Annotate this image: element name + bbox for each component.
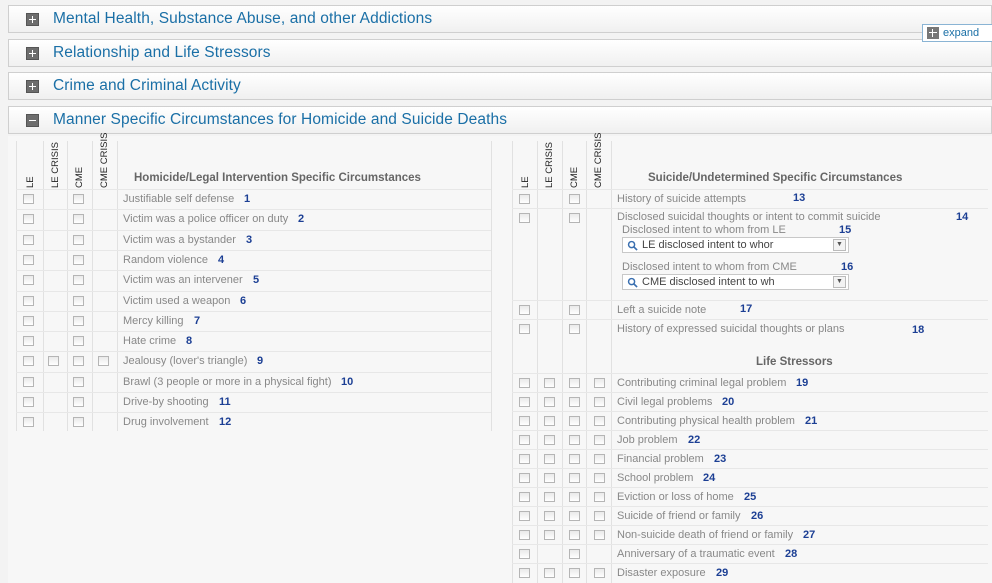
checkbox-le-crisis[interactable] (544, 435, 555, 445)
checkbox-cme[interactable] (73, 417, 84, 427)
row-label: Contributing physical health problem (617, 415, 795, 427)
expand-plus-icon (927, 27, 939, 39)
checkbox-cme[interactable] (569, 416, 580, 426)
checkbox-le[interactable] (519, 416, 530, 426)
table-row (16, 311, 491, 330)
row-label: Non-suicide death of friend or family (617, 529, 794, 541)
whom-cme-select[interactable] (622, 274, 849, 290)
whom-cme-label: Disclosed intent to whom from CME (622, 261, 797, 273)
row-label: Eviction or loss of home (617, 491, 734, 503)
chevron-down-icon[interactable]: ▼ (833, 276, 846, 288)
checkbox-le[interactable] (519, 194, 530, 204)
table-row (512, 525, 988, 544)
row-number: 18 (912, 324, 925, 336)
table-row (512, 392, 988, 411)
row-number: 26 (751, 510, 764, 522)
collapse-minus-icon[interactable] (26, 114, 39, 127)
checkbox-le[interactable] (23, 255, 34, 265)
checkbox-cme[interactable] (569, 213, 580, 223)
table-row (512, 208, 988, 300)
column-header-cme-crisis: CME CRISIS (593, 132, 604, 188)
table-row (512, 544, 988, 563)
row-number: 22 (688, 434, 701, 446)
column-divider (491, 141, 492, 431)
table-row (16, 372, 491, 391)
checkbox-cme[interactable] (73, 397, 84, 407)
checkbox-cme[interactable] (73, 336, 84, 346)
section-title[interactable]: Mental Health, Substance Abuse, and other Addictions (53, 10, 433, 27)
table-row (16, 412, 491, 431)
column-header-le: LE (520, 176, 531, 188)
checkbox-le[interactable] (23, 336, 34, 346)
table-row (16, 189, 491, 208)
row-label: Jealousy (lover's triangle) (123, 355, 248, 368)
row-label: Victim was a police officer on duty (123, 213, 289, 226)
table-row (512, 319, 988, 338)
table-row (16, 250, 491, 269)
row-label: Mercy killing (123, 314, 184, 327)
row-number: 1 (244, 193, 251, 205)
table-row (512, 487, 988, 506)
row-label: Victim was an intervener (123, 274, 243, 287)
row-number: 24 (703, 472, 716, 484)
row-label: Contributing criminal legal problem (617, 377, 787, 389)
checkbox-cme-crisis[interactable] (594, 378, 605, 388)
expand-plus-icon[interactable] (26, 47, 39, 60)
checkbox-le-crisis[interactable] (544, 397, 555, 407)
table-row (512, 300, 988, 319)
checkbox-cme[interactable] (569, 194, 580, 204)
checkbox-le-crisis[interactable] (544, 473, 555, 483)
row-number: 27 (803, 529, 816, 541)
checkbox-le[interactable] (519, 511, 530, 521)
row-label: Suicide of friend or family (617, 510, 741, 522)
checkbox-cme-crisis[interactable] (594, 454, 605, 464)
section-mental-health[interactable] (8, 5, 992, 33)
row-label: Victim was a bystander (123, 233, 236, 246)
checkbox-le[interactable] (519, 492, 530, 502)
checkbox-cme[interactable] (569, 454, 580, 464)
whom-le-label: Disclosed intent to whom from LE (622, 224, 786, 236)
row-label: Drug involvement (123, 416, 209, 429)
checkbox-cme[interactable] (569, 492, 580, 502)
checkbox-le[interactable] (519, 549, 530, 559)
checkbox-cme[interactable] (73, 296, 84, 306)
checkbox-le[interactable] (519, 530, 530, 540)
checkbox-le-crisis[interactable] (544, 568, 555, 578)
checkbox-cme[interactable] (569, 568, 580, 578)
checkbox-le[interactable] (519, 435, 530, 445)
section-crime[interactable] (8, 72, 992, 100)
checkbox-le[interactable] (519, 568, 530, 578)
suicide-table-title: Suicide/Undetermined Specific Circumstances (648, 172, 903, 184)
section-relationship[interactable] (8, 39, 992, 67)
checkbox-le[interactable] (23, 377, 34, 387)
checkbox-cme-crisis[interactable] (594, 473, 605, 483)
checkbox-le[interactable] (23, 356, 34, 366)
checkbox-cme-crisis[interactable] (594, 397, 605, 407)
row-number: 17 (740, 303, 753, 315)
table-row (16, 230, 491, 249)
checkbox-le[interactable] (23, 194, 34, 204)
row-label: Civil legal problems (617, 396, 713, 408)
table-row (16, 392, 491, 411)
table-row (16, 209, 491, 228)
row-label: Disaster exposure (617, 567, 706, 579)
checkbox-cme[interactable] (73, 356, 84, 366)
checkbox-cme-crisis[interactable] (594, 492, 605, 502)
checkbox-cme-crisis[interactable] (594, 416, 605, 426)
circumstances-panel (8, 132, 992, 583)
row-number: 12 (219, 416, 232, 429)
row-label: Justifiable self defense (123, 193, 235, 205)
select-value: CME disclosed intent to wh (642, 276, 775, 288)
table-row (16, 291, 491, 310)
table-row (16, 331, 491, 350)
table-row (512, 563, 988, 582)
checkbox-le-crisis[interactable] (544, 492, 555, 502)
checkbox-le[interactable] (519, 378, 530, 388)
section-title[interactable]: Relationship and Life Stressors (53, 44, 271, 61)
checkbox-le[interactable] (519, 473, 530, 483)
checkbox-cme[interactable] (569, 511, 580, 521)
row-label: Hate crime (123, 335, 177, 348)
column-header-cme: CME (74, 166, 85, 188)
table-row (512, 430, 988, 449)
checkbox-le-crisis[interactable] (544, 378, 555, 388)
expand-plus-icon[interactable] (26, 13, 39, 26)
checkbox-cme[interactable] (73, 255, 84, 265)
column-header-le-crisis: LE CRISIS (544, 142, 555, 188)
search-icon (627, 277, 638, 288)
checkbox-cme[interactable] (73, 214, 84, 224)
section-title[interactable]: Crime and Criminal Activity (53, 77, 241, 94)
row-number: 3 (246, 233, 253, 246)
checkbox-le[interactable] (519, 305, 530, 315)
row-number: 23 (714, 453, 727, 465)
checkbox-cme-crisis[interactable] (98, 356, 109, 366)
row-number: 25 (744, 491, 757, 503)
checkbox-le-crisis[interactable] (544, 416, 555, 426)
row-number: 20 (722, 396, 735, 408)
row-number: 10 (341, 375, 354, 388)
chevron-down-icon[interactable]: ▼ (833, 239, 846, 251)
checkbox-cme[interactable] (569, 324, 580, 334)
checkbox-cme[interactable] (569, 305, 580, 315)
checkbox-le[interactable] (23, 316, 34, 326)
row-number: 7 (194, 314, 201, 327)
row-label: History of suicide attempts (617, 193, 746, 205)
homicide-table-title: Homicide/Legal Intervention Specific Circumstances (134, 172, 421, 184)
checkbox-cme[interactable] (569, 435, 580, 445)
checkbox-le[interactable] (519, 397, 530, 407)
life-stressors-title: Life Stressors (756, 356, 833, 368)
checkbox-le-crisis[interactable] (544, 530, 555, 540)
row-number: 28 (785, 548, 798, 560)
checkbox-le[interactable] (23, 417, 34, 427)
checkbox-le-crisis[interactable] (544, 511, 555, 521)
checkbox-le[interactable] (519, 454, 530, 464)
row-number: 11 (219, 396, 231, 408)
checkbox-cme[interactable] (73, 235, 84, 245)
row-label: Drive-by shooting (123, 396, 209, 408)
row-number: 5 (253, 274, 260, 287)
checkbox-cme[interactable] (569, 378, 580, 388)
row-number: 8 (186, 335, 193, 348)
row-label: Job problem (617, 434, 678, 446)
expand-label: expand (943, 27, 980, 39)
checkbox-cme-crisis[interactable] (594, 530, 605, 540)
checkbox-le[interactable] (519, 324, 530, 334)
row-label: Random violence (123, 253, 208, 266)
table-row (512, 468, 988, 487)
row-number: 21 (805, 415, 818, 427)
column-header-le-crisis: LE CRISIS (50, 142, 61, 188)
checkbox-cme[interactable] (73, 316, 84, 326)
row-number: 9 (257, 355, 264, 368)
row-label: Victim used a weapon (123, 294, 231, 307)
row-number: 13 (793, 192, 806, 204)
row-label: Left a suicide note (617, 304, 707, 316)
row-number: 15 (839, 224, 852, 236)
checkbox-le-crisis[interactable] (48, 356, 59, 366)
column-header-cme-crisis: CME CRISIS (99, 132, 110, 188)
column-header-le: LE (25, 176, 36, 188)
checkbox-le[interactable] (23, 397, 34, 407)
checkbox-le[interactable] (23, 214, 34, 224)
checkbox-cme[interactable] (569, 473, 580, 483)
expand-plus-icon[interactable] (26, 80, 39, 93)
select-value: LE disclosed intent to whor (642, 239, 774, 251)
row-number: 4 (218, 253, 225, 266)
row-label: Disclosed suicidal thoughts or intent to commit suicide (617, 211, 881, 223)
whom-le-select[interactable] (622, 237, 849, 253)
checkbox-cme[interactable] (73, 194, 84, 204)
row-number: 14 (956, 211, 969, 223)
column-header-cme: CME (569, 166, 580, 188)
checkbox-le[interactable] (23, 275, 34, 285)
checkbox-cme-crisis[interactable] (594, 568, 605, 578)
table-row (16, 270, 491, 289)
checkbox-cme-crisis[interactable] (594, 435, 605, 445)
search-icon (627, 240, 638, 251)
checkbox-cme[interactable] (569, 530, 580, 540)
checkbox-cme[interactable] (569, 397, 580, 407)
row-number: 16 (841, 261, 854, 273)
checkbox-le[interactable] (519, 213, 530, 223)
table-row (512, 189, 988, 208)
table-row (512, 373, 988, 392)
checkbox-le[interactable] (23, 296, 34, 306)
checkbox-le[interactable] (23, 235, 34, 245)
table-row (16, 351, 491, 370)
row-label: School problem (617, 472, 694, 484)
checkbox-cme[interactable] (73, 275, 84, 285)
table-row (512, 506, 988, 525)
checkbox-cme[interactable] (73, 377, 84, 387)
checkbox-le-crisis[interactable] (544, 454, 555, 464)
checkbox-cme[interactable] (569, 549, 580, 559)
row-label: History of expressed suicidal thoughts or plans (617, 323, 845, 335)
row-label: Anniversary of a traumatic event (617, 548, 775, 560)
table-row (512, 411, 988, 430)
expand-all-button[interactable] (922, 24, 992, 42)
section-manner-specific[interactable] (8, 106, 992, 134)
row-number: 2 (298, 213, 305, 226)
row-number: 29 (716, 567, 729, 579)
row-number: 19 (796, 377, 809, 389)
row-label: Brawl (3 people or more in a physical fight) (123, 375, 332, 388)
section-title[interactable]: Manner Specific Circumstances for Homicide and Suicide Deaths (53, 111, 508, 128)
row-label: Financial problem (617, 453, 704, 465)
checkbox-cme-crisis[interactable] (594, 511, 605, 521)
row-number: 6 (240, 294, 247, 307)
table-row (512, 449, 988, 468)
